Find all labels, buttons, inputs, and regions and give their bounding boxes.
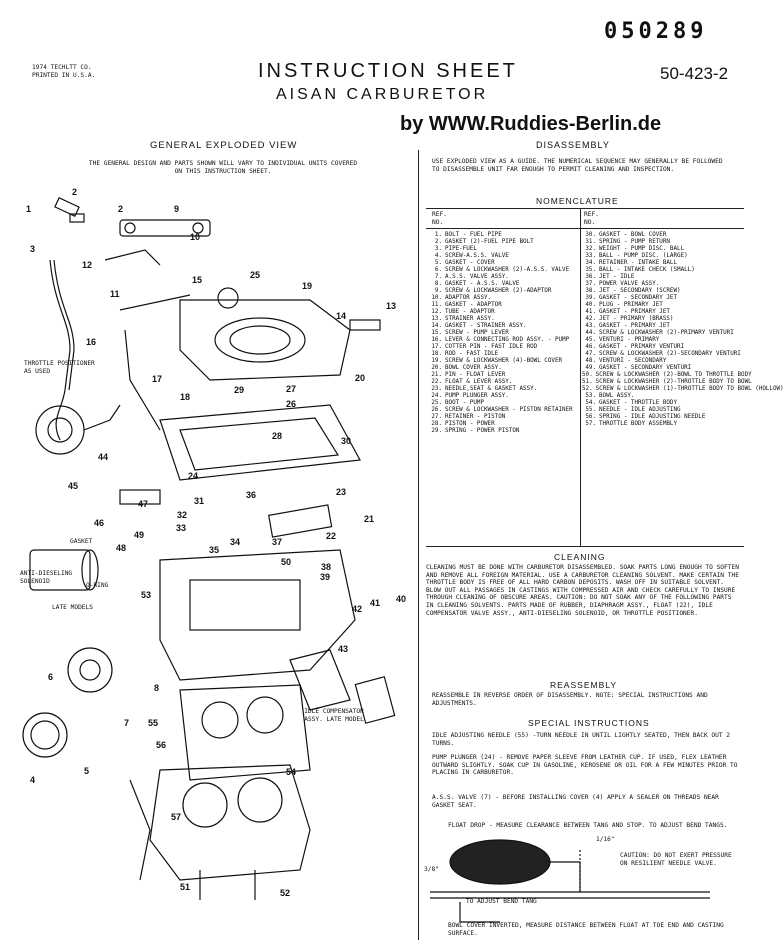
disassembly-text: USE EXPLODED VIEW AS A GUIDE. THE NUMERICAL SEQUENCE MAY GENERALLY BE FOLLOWED TO DISASSEMBLE UNIT FAR ENOUGH TO PERMIT CLEANING AND INSPECTION. bbox=[432, 158, 723, 173]
nomenclature-row bbox=[582, 309, 742, 316]
nomenclature-row bbox=[582, 358, 742, 365]
nomenclature-row bbox=[428, 309, 578, 316]
callout-8: 8 bbox=[154, 683, 160, 693]
reassembly-text: REASSEMBLE IN REVERSE ORDER OF DISASSEMBLY. NOTE: SPECIAL INSTRUCTIONS AND ADJUSTMENTS. bbox=[432, 692, 708, 707]
callout-46: 46 bbox=[94, 518, 105, 528]
nomenclature-part-name: SPRING - PUMP RETURN bbox=[599, 239, 670, 245]
nomenclature-row bbox=[582, 260, 742, 267]
callout-1: 1 bbox=[26, 204, 32, 214]
nomenclature-ref-no: 43. bbox=[585, 323, 596, 329]
nomenclature-part-name: SCREW & LOCKWASHER (2)-THROTTLE BODY TO BOWL bbox=[595, 379, 752, 385]
nomenclature-row bbox=[428, 358, 578, 365]
callout-14: 14 bbox=[336, 311, 347, 321]
nomenclature-row bbox=[428, 302, 578, 309]
nomenclature-ref-no: 23. bbox=[431, 386, 442, 392]
nomenclature-row bbox=[582, 421, 742, 428]
nomenclature-row bbox=[428, 239, 578, 246]
float-step-b: BOWL COVER INVERTED, MEASURE DISTANCE BETWEEN FLOAT AT TOE END AND CASTING SURFACE. bbox=[448, 922, 724, 937]
callout-50: 50 bbox=[281, 557, 292, 567]
nomenclature-part-name: ADAPTOR ASSY. bbox=[445, 295, 492, 301]
callout-54: 54 bbox=[286, 767, 297, 777]
nomenclature-left-list bbox=[428, 232, 578, 435]
nomenclature-row bbox=[582, 400, 742, 407]
callout-30: 30 bbox=[341, 436, 352, 446]
nomenclature-row bbox=[428, 365, 578, 372]
nomenclature-ref-no: 49. bbox=[585, 365, 596, 371]
nomenclature-ref-no: 28. bbox=[431, 421, 442, 427]
nomenclature-part-name: WEIGHT - PUMP DISC. BALL bbox=[599, 246, 685, 252]
callout-51: 51 bbox=[180, 882, 191, 892]
nomenclature-ref-no: 22. bbox=[431, 379, 442, 385]
nomenclature-row bbox=[582, 365, 742, 372]
nomenclature-row bbox=[428, 295, 578, 302]
nomenclature-row bbox=[582, 372, 752, 379]
nomenclature-ref-no: 5. bbox=[434, 260, 442, 266]
callout-9: 9 bbox=[174, 204, 180, 214]
nomenclature-row bbox=[582, 393, 742, 400]
nomenclature-ref-no: 21. bbox=[431, 372, 442, 378]
nomenclature-row bbox=[582, 232, 742, 239]
nomenclature-ref-no: 25. bbox=[431, 400, 442, 406]
nomenclature-ref-no: 29. bbox=[431, 428, 442, 434]
callout-4: 4 bbox=[30, 775, 36, 785]
callout-20: 20 bbox=[355, 373, 366, 383]
float-dim-1-16: 1/16" bbox=[596, 836, 615, 843]
nomenclature-row bbox=[428, 260, 578, 267]
nomenclature-ref-no: 44. bbox=[585, 330, 596, 336]
nomenclature-ref-no: 39. bbox=[585, 295, 596, 301]
nomenclature-part-name: VENTURI - PRIMARY bbox=[599, 337, 660, 343]
nomenclature-ref-no: 46. bbox=[585, 344, 596, 350]
nomenclature-row bbox=[582, 414, 742, 421]
float-dim-3-8: 3/8" bbox=[424, 866, 439, 873]
watermark-text: by WWW.Ruddies-Berlin.de bbox=[400, 113, 662, 135]
nomenclature-ref-no: 50. bbox=[582, 372, 593, 378]
nomenclature-part-name: SCREW & LOCKWASHER (2)-SECONDARY VENTURI bbox=[599, 351, 741, 357]
nomenclature-ref-no: 1. bbox=[434, 232, 442, 238]
nomenclature-row bbox=[428, 400, 578, 407]
nomenclature-part-name: LEVER & CONNECTING ROD ASSY. - PUMP bbox=[445, 337, 570, 343]
nomenclature-part-name: SCREW-A.S.S. VALVE bbox=[445, 253, 509, 259]
callout-34: 34 bbox=[230, 537, 241, 547]
nomenclature-ref-no: 10. bbox=[431, 295, 442, 301]
nomenclature-row bbox=[582, 239, 742, 246]
nomenclature-part-name: JET - IDLE bbox=[599, 274, 635, 280]
callout-56: 56 bbox=[156, 740, 167, 750]
nomenclature-ref-no: 27. bbox=[431, 414, 442, 420]
callout-47: 47 bbox=[138, 499, 149, 509]
nomenclature-part-name: NEEDLE,SEAT & GASKET ASSY. bbox=[445, 386, 538, 392]
nomenclature-row bbox=[582, 246, 742, 253]
callout-48: 48 bbox=[116, 543, 127, 553]
nomenclature-part-name: SPRING - POWER PISTON bbox=[445, 428, 520, 434]
callout-55: 55 bbox=[148, 718, 159, 728]
nomenclature-row bbox=[428, 232, 578, 239]
callout-40: 40 bbox=[396, 594, 407, 604]
nomenclature-ref-no: 41. bbox=[585, 309, 596, 315]
nomenclature-part-name: ROD - FAST IDLE bbox=[445, 351, 499, 357]
special-instructions-heading: SPECIAL INSTRUCTIONS bbox=[528, 718, 650, 728]
copyright-line2: PRINTED IN U.S.A. bbox=[32, 72, 96, 79]
nomenclature-ref-no: 40. bbox=[585, 302, 596, 308]
nomenclature-part-name: POWER VALVE ASSY. bbox=[599, 281, 660, 287]
callout-36: 36 bbox=[246, 490, 257, 500]
nomenclature-ref-no: 18. bbox=[431, 351, 442, 357]
nomenclature-ref-no: 4. bbox=[434, 253, 442, 259]
nomenclature-part-name: FLOAT & LEVER ASSY. bbox=[445, 379, 513, 385]
callout-32: 32 bbox=[177, 510, 188, 520]
nomenclature-ref-no: 55. bbox=[585, 407, 596, 413]
document-title: INSTRUCTION SHEET bbox=[258, 60, 518, 82]
nomenclature-part-name: VENTURI - SECONDARY bbox=[599, 358, 667, 364]
nomenclature-ref-no: 45. bbox=[585, 337, 596, 343]
disassembly-heading: DISASSEMBLY bbox=[536, 140, 610, 150]
nomenclature-part-name: NEEDLE - IDLE ADJUSTING bbox=[599, 407, 681, 413]
nomenclature-part-name: COTTER PIN - FAST IDLE ROD bbox=[445, 344, 538, 350]
nomenclature-ref-no: 42. bbox=[585, 316, 596, 322]
label-idle-compensator: IDLE COMPENSATOR ASSY. LATE MODEL bbox=[304, 708, 364, 723]
nomenclature-ref-no: 7. bbox=[434, 274, 442, 280]
nomenclature-ref-no: 53. bbox=[585, 393, 596, 399]
callout-52: 52 bbox=[280, 888, 291, 898]
nomenclature-ref-no: 34. bbox=[585, 260, 596, 266]
exploded-view-diagram bbox=[10, 180, 410, 940]
nomenclature-row bbox=[582, 267, 742, 274]
nomenclature-row bbox=[582, 330, 742, 337]
nomenclature-ref-no: 15. bbox=[431, 330, 442, 336]
callout-15: 15 bbox=[192, 275, 203, 285]
nomenclature-part-name: SPRING - IDLE ADJUSTING NEEDLE bbox=[599, 414, 706, 420]
nomenclature-part-name: GASKET - STRAINER ASSY. bbox=[445, 323, 527, 329]
callout-53: 53 bbox=[141, 590, 152, 600]
nomenclature-part-name: GASKET - SECONDARY VENTURI bbox=[599, 365, 692, 371]
nomenclature-part-name: GASKET - COVER bbox=[445, 260, 495, 266]
nomenclature-heading: NOMENCLATURE bbox=[536, 196, 619, 206]
callout-16: 16 bbox=[86, 337, 97, 347]
nomenclature-row bbox=[582, 302, 742, 309]
exploded-view-intro: THE GENERAL DESIGN AND PARTS SHOWN WILL VARY TO INDIVIDUAL UNITS COVERED ON THIS INSTRUCTION SHEET. bbox=[88, 160, 358, 175]
callout-27: 27 bbox=[286, 384, 297, 394]
label-throttle-positioner: THROTTLE POSITIONER AS USED bbox=[24, 360, 95, 375]
nomenclature-row bbox=[582, 379, 752, 386]
nomenclature-row bbox=[582, 386, 784, 393]
callout-29: 29 bbox=[234, 385, 245, 395]
nomenclature-ref-no: 2. bbox=[434, 239, 442, 245]
nomenclature-row bbox=[428, 421, 578, 428]
callout-6: 6 bbox=[48, 672, 54, 682]
callout-49: 49 bbox=[134, 530, 145, 540]
callout-37: 37 bbox=[272, 537, 283, 547]
nomenclature-ref-no: 32. bbox=[585, 246, 596, 252]
callout-12: 12 bbox=[82, 260, 93, 270]
copyright-line1: 1974 TECHLTT CO. bbox=[32, 64, 92, 71]
nomenclature-row bbox=[582, 253, 742, 260]
nomenclature-ref-no: 17. bbox=[431, 344, 442, 350]
nomenclature-ref-no: 52. bbox=[582, 386, 593, 392]
callout-22: 22 bbox=[326, 531, 337, 541]
nomenclature-ref-no: 3. bbox=[434, 246, 442, 252]
label-late-models: LATE MODELS bbox=[52, 604, 93, 611]
callout-25: 25 bbox=[250, 270, 261, 280]
float-caution: CAUTION: DO NOT EXERT PRESSURE ON RESILIENT NEEDLE VALVE. bbox=[620, 852, 732, 867]
nomenclature-part-name: BOWL COVER ASSY. bbox=[445, 365, 502, 371]
nomenclature-row bbox=[428, 281, 578, 288]
float-step-a: FLOAT DROP - MEASURE CLEARANCE BETWEEN TANG AND STOP. TO ADJUST BEND TANGS. bbox=[448, 822, 728, 829]
nomenclature-row bbox=[582, 337, 742, 344]
callout-21: 21 bbox=[364, 514, 375, 524]
callout-57: 57 bbox=[171, 812, 182, 822]
nomenclature-ref-no: 9. bbox=[434, 288, 442, 294]
nomenclature-part-name: PUMP PLUNGER ASSY. bbox=[445, 393, 509, 399]
nomenclature-row bbox=[428, 344, 578, 351]
callout-28: 28 bbox=[272, 431, 283, 441]
nomenclature-ref-no: 54. bbox=[585, 400, 596, 406]
nomenclature-part-name: GASKET - SECONDARY JET bbox=[599, 295, 678, 301]
nomenclature-part-name: GASKET - PRIMARY VENTURI bbox=[599, 344, 685, 350]
nomenclature-part-name: GASKET (2)-FUEL PIPE BOLT bbox=[445, 239, 534, 245]
nomenclature-row bbox=[428, 393, 578, 400]
label-anti-dieseling: ANTI-DIESELING SOLENOID bbox=[20, 570, 73, 585]
callout-10: 10 bbox=[190, 232, 201, 242]
nomenclature-row bbox=[582, 344, 742, 351]
nomenclature-part-name: BOWL ASSY. bbox=[599, 393, 635, 399]
nomenclature-ref-no: 13. bbox=[431, 316, 442, 322]
nomenclature-ref-no: 20. bbox=[431, 365, 442, 371]
callout-5: 5 bbox=[84, 766, 90, 776]
callout-24: 24 bbox=[188, 471, 199, 481]
callout-44: 44 bbox=[98, 452, 109, 462]
nomenclature-part-name: SCREW & LOCKWASHER (2)-PRIMARY VENTURI bbox=[599, 330, 734, 336]
callout-43: 43 bbox=[338, 644, 349, 654]
nomenclature-row bbox=[428, 267, 578, 274]
nomenclature-row bbox=[428, 253, 578, 260]
callout-13: 13 bbox=[386, 301, 397, 311]
callout-31: 31 bbox=[194, 496, 205, 506]
nomenclature-part-name: TUBE - ADAPTOR bbox=[445, 309, 495, 315]
nomenclature-part-name: PISTON - POWER bbox=[445, 421, 495, 427]
nomen-col-ref-right: REF. NO. bbox=[584, 211, 599, 226]
callout-33: 33 bbox=[176, 523, 187, 533]
nomenclature-part-name: PIPE-FUEL bbox=[445, 246, 477, 252]
callout-38: 38 bbox=[321, 562, 332, 572]
nomenclature-part-name: SCREW & LOCKWASHER (1)-THROTTLE BODY TO BOWL (HOLLOW) bbox=[595, 386, 784, 392]
part-number: 50-423-2 bbox=[660, 64, 729, 83]
nomenclature-row bbox=[428, 379, 578, 386]
cleaning-heading: CLEANING bbox=[554, 552, 606, 562]
nomenclature-row bbox=[582, 351, 742, 358]
nomenclature-part-name: RETAINER - PISTON bbox=[445, 414, 506, 420]
callout-2b: 2 bbox=[118, 204, 124, 214]
cleaning-text: CLEANING MUST BE DONE WITH CARBURETOR DISASSEMBLED. SOAK PARTS LONG ENOUGH TO SOFTEN AND REMOVE ALL FOREIGN MATERIAL. USE A CARBURETOR CLEANING SOLVENT. MAKE CERTAIN THE THROTTLE BODY IS FREE OF ALL HARD CARBON DEPOSITS. WASH OFF IN SUITABLE SOLVENT. BLOW OUT ALL PASSAGES IN CASTINGS WITH COMPRESSED AIR AND CHECK CAREFULLY TO INSURE THROUGH CLEANING OF OBSCURE AREAS. CAUTION: DO NOT SOAK ANY OF THE FOLLOWING PARTS IN CLEANING SOLVENTS. PARTS MADE OF RUBBER, DIAPHRAGM ASSY., FLOAT (22), IDLE COMPENSATOR VALVE ASSY., ANTI-DIESELING SOLENOID, OR THROTTLE POSITIONER. bbox=[426, 564, 739, 617]
nomenclature-ref-no: 48. bbox=[585, 358, 596, 364]
nomenclature-ref-no: 30. bbox=[585, 232, 596, 238]
special-p3: A.S.S. VALVE (7) - BEFORE INSTALLING COVER (4) APPLY A SEALER ON THREADS NEAR GASKET SEAT. bbox=[432, 794, 719, 809]
nomenclature-part-name: SCREW & LOCKWASHER (2)-BOWL TO THROTTLE BODY bbox=[595, 372, 752, 378]
callout-2: 2 bbox=[72, 187, 78, 197]
nomenclature-part-name: THROTTLE BODY ASSEMBLY bbox=[599, 421, 678, 427]
callout-3: 3 bbox=[30, 244, 36, 254]
nomenclature-row bbox=[428, 407, 578, 414]
nomenclature-ref-no: 57. bbox=[585, 421, 596, 427]
special-p1: IDLE ADJUSTING NEEDLE (55) -TURN NEEDLE IN UNTIL LIGHTLY SEATED, THEN BACK OUT 2 TURNS. bbox=[432, 732, 731, 747]
nomenclature-ref-no: 33. bbox=[585, 253, 596, 259]
nomenclature-row bbox=[428, 386, 578, 393]
nomenclature-part-name: SCREW - PUMP LEVER bbox=[445, 330, 509, 336]
float-adjust-tang: TO ADJUST BEND TANG bbox=[466, 898, 537, 905]
callout-11: 11 bbox=[110, 289, 120, 299]
nomenclature-part-name: SCREW & LOCKWASHER - PISTON RETAINER bbox=[445, 407, 573, 413]
nomenclature-row bbox=[428, 372, 578, 379]
label-gasket: GASKET bbox=[70, 538, 93, 545]
nomenclature-part-name: PIN - FLOAT LEVER bbox=[445, 372, 506, 378]
nomenclature-part-name: BALL - INTAKE CHECK (SMALL) bbox=[599, 267, 695, 273]
nomenclature-part-name: GASKET - A.S.S. VALVE bbox=[445, 281, 520, 287]
nomenclature-part-name: GASKET - ADAPTOR bbox=[445, 302, 502, 308]
nomenclature-ref-no: 36. bbox=[585, 274, 596, 280]
nomenclature-ref-no: 24. bbox=[431, 393, 442, 399]
nomenclature-row bbox=[428, 316, 578, 323]
nomenclature-row bbox=[582, 316, 742, 323]
nomenclature-part-name: SCREW & LOCKWASHER (2)-A.S.S. VALVE bbox=[445, 267, 570, 273]
nomenclature-part-name: GASKET - PRIMARY JET bbox=[599, 309, 670, 315]
nomenclature-ref-no: 51. bbox=[582, 379, 593, 385]
callout-18: 18 bbox=[180, 392, 191, 402]
nomenclature-row bbox=[428, 351, 578, 358]
callout-42: 42 bbox=[352, 604, 363, 614]
nomenclature-part-name: A.S.S. VALVE ASSY. bbox=[445, 274, 509, 280]
nomenclature-part-name: GASKET - THROTTLE BODY bbox=[599, 400, 678, 406]
nomenclature-row bbox=[582, 274, 742, 281]
nomenclature-row bbox=[582, 407, 742, 414]
serial-number: 050289 bbox=[604, 19, 708, 44]
nomenclature-row bbox=[428, 323, 578, 330]
nomenclature-part-name: PLUG - PRIMARY JET bbox=[599, 302, 663, 308]
nomenclature-ref-no: 38. bbox=[585, 288, 596, 294]
nomenclature-part-name: GASKET - BOWL COVER bbox=[599, 232, 667, 238]
nomenclature-ref-no: 12. bbox=[431, 309, 442, 315]
callout-17: 17 bbox=[152, 374, 163, 384]
callout-19: 19 bbox=[302, 281, 313, 291]
nomenclature-row bbox=[428, 330, 578, 337]
nomenclature-ref-no: 8. bbox=[434, 281, 442, 287]
callout-45: 45 bbox=[68, 481, 79, 491]
nomenclature-part-name: BALL - PUMP DISC. (LARGE) bbox=[599, 253, 688, 259]
callout-41: 41 bbox=[370, 598, 381, 608]
nomenclature-ref-no: 56. bbox=[585, 414, 596, 420]
nomenclature-part-name: SCREW & LOCKWASHER (2)-ADAPTOR bbox=[445, 288, 552, 294]
nomenclature-row bbox=[582, 295, 742, 302]
nomenclature-part-name: GASKET - PRIMARY JET bbox=[599, 323, 670, 329]
nomenclature-ref-no: 19. bbox=[431, 358, 442, 364]
reassembly-heading: REASSEMBLY bbox=[550, 680, 618, 690]
nomenclature-row bbox=[582, 323, 742, 330]
nomenclature-ref-no: 6. bbox=[434, 267, 442, 273]
nomenclature-row bbox=[428, 414, 578, 421]
nomenclature-ref-no: 35. bbox=[585, 267, 596, 273]
nomen-col-ref-left: REF. NO. bbox=[432, 211, 447, 226]
nomenclature-ref-no: 31. bbox=[585, 239, 596, 245]
nomenclature-row bbox=[428, 428, 578, 435]
nomenclature-part-name: STRAINER ASSY. bbox=[445, 316, 495, 322]
nomenclature-part-name: BOLT - FUEL PIPE bbox=[445, 232, 502, 238]
nomenclature-row bbox=[582, 281, 742, 288]
callout-7: 7 bbox=[124, 718, 130, 728]
nomenclature-part-name: RETAINER - INTAKE BALL bbox=[599, 260, 678, 266]
nomenclature-part-name: BOOT - PUMP bbox=[445, 400, 485, 406]
callout-39: 39 bbox=[320, 572, 331, 582]
callout-35: 35 bbox=[209, 545, 220, 555]
nomenclature-row bbox=[582, 288, 742, 295]
label-o-ring: O-RING bbox=[86, 582, 109, 589]
callout-26: 26 bbox=[286, 399, 297, 409]
nomenclature-row bbox=[428, 337, 578, 344]
callout-23: 23 bbox=[336, 487, 347, 497]
nomenclature-row bbox=[428, 274, 578, 281]
document-subtitle: AISAN CARBURETOR bbox=[276, 86, 489, 103]
exploded-view-heading: GENERAL EXPLODED VIEW bbox=[150, 140, 298, 151]
nomenclature-ref-no: 26. bbox=[431, 407, 442, 413]
nomenclature-row bbox=[428, 246, 578, 253]
nomenclature-part-name: JET - PRIMARY (BRASS) bbox=[599, 316, 674, 322]
nomenclature-right-list bbox=[582, 232, 784, 428]
special-p2: PUMP PLUNGER (24) - REMOVE PAPER SLEEVE FROM LEATHER CUP. IF USED, FLEX LEATHER OUTWARD SLIGHTLY. SOAK CUP IN GASOLINE, KEROSENE OR OIL FOR A FEW MINUTES PRIOR TO PLACING IN CARBURETOR. bbox=[432, 754, 738, 777]
nomenclature-part-name: SCREW & LOCKWASHER (4)-BOWL COVER bbox=[445, 358, 563, 364]
nomenclature-ref-no: 47. bbox=[585, 351, 596, 357]
nomenclature-ref-no: 14. bbox=[431, 323, 442, 329]
nomenclature-ref-no: 37. bbox=[585, 281, 596, 287]
nomenclature-part-name: JET - SECONDARY (SCREW) bbox=[599, 288, 681, 294]
nomenclature-ref-no: 16. bbox=[431, 337, 442, 343]
nomenclature-row bbox=[428, 288, 578, 295]
nomenclature-ref-no: 11. bbox=[431, 302, 442, 308]
float-adjust-diagram bbox=[420, 832, 740, 932]
